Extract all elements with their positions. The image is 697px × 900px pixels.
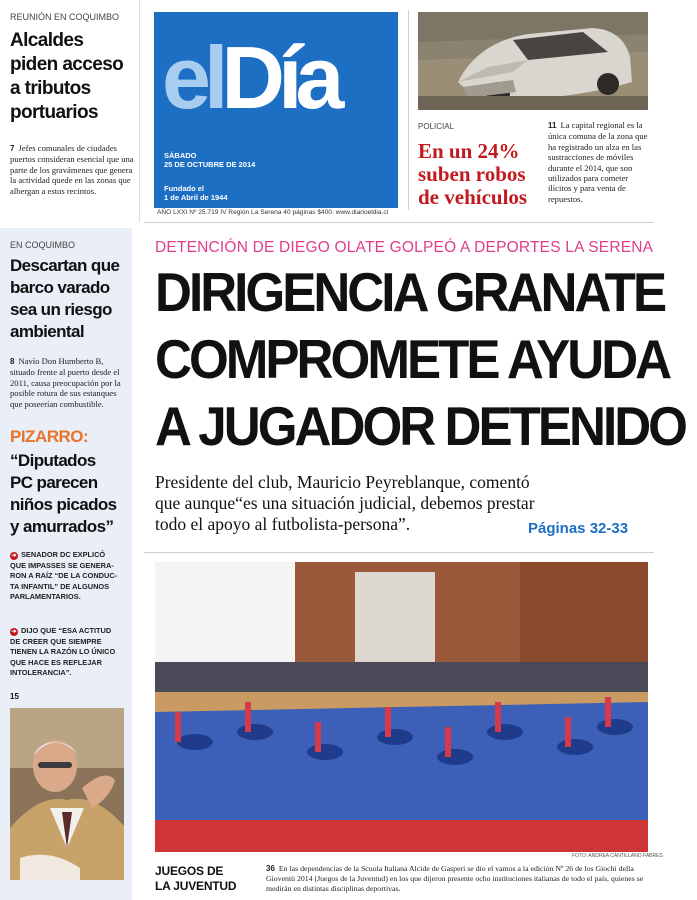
story-headline[interactable]: JUEGOS DE LA JUVENTUD <box>155 864 237 893</box>
story-alcaldes[interactable] <box>0 0 140 222</box>
burned-car-photo[interactable] <box>418 12 648 110</box>
lead-deck: Presidente del club, Mauricio Peyreblanque, comentó que aunque“es una situación judicial, debemos prestar todo el apoyo al futbolista-persona”. <box>155 472 535 534</box>
bullet-point: ➔ SENADOR DC EXPLICÓ QUE IMPASSES SE GENERA- RON A RAÍZ “DE LA CONDUC- TA INFANTIL” DE ALGUNOS PARLAMENTARIOS. <box>10 550 118 602</box>
story-headline[interactable]: En un 24% suben robos de vehículos <box>418 139 528 209</box>
page-number: 11 <box>548 121 557 130</box>
story-headline[interactable]: Alcaldes piden acceso a tributos portuarios <box>10 30 124 123</box>
politician-portrait-photo[interactable] <box>10 708 124 880</box>
lead-headline-line[interactable]: DIRIGENCIA GRANATE <box>155 261 665 323</box>
story-headline[interactable]: Descartan que barco varado sea un riesgo ambiental <box>10 256 120 341</box>
story-body: 7 Jefes comunales de ciudades puertos consideran esencial que una parte de los gravámenes que genera la actividad quede en las zonas que albergan a estos recintos. <box>10 143 134 196</box>
lead-headline-line[interactable]: COMPROMETE AYUDA <box>155 328 670 390</box>
page-number: 8 <box>10 357 15 366</box>
edition-date: SÁBADO 25 DE OCTUBRE DE 2014 <box>164 151 256 169</box>
page-number: 15 <box>10 692 19 701</box>
quote-headline[interactable]: “Diputados PC parecen niños picados y amurrados” <box>10 451 117 536</box>
gymnastics-image <box>155 562 648 852</box>
story-body: 36 En las dependencias de la Scuola Italiana Alcide de Gasperi se dio el vamos a la edición Nº 26 de los Giochi della Gioventù 2014 (Juegos de la Juventud) en los que dijeron presente ocho instituciones italianas de todo el país, quienes se medirán en distintas disciplinas deportivas. <box>266 864 644 893</box>
newspaper-logo[interactable]: elDía <box>162 28 338 127</box>
story-kicker: EN COQUIMBO <box>10 240 76 250</box>
left-column <box>0 228 132 900</box>
founded-date: Fundado el 1 de Abril de 1944 <box>164 184 228 202</box>
car-photo-image <box>418 12 648 110</box>
arrow-bullet-icon: ➔ <box>11 629 17 635</box>
gymnastics-photo[interactable] <box>155 562 648 852</box>
lead-pages-link[interactable]: Páginas 32-33 <box>528 520 629 537</box>
masthead[interactable] <box>154 12 398 208</box>
story-kicker: POLICIAL <box>418 122 455 131</box>
lead-headline-line[interactable]: A JUGADOR DETENIDO <box>155 395 685 457</box>
photo-credit: FOTO: ANDREA CANTILLANO FABRES <box>572 853 663 859</box>
divider <box>144 222 654 223</box>
story-body: 8 Navío Don Humberto B, situado frente al puerto desde el 2011, causa preocupación por la posible rotura de sus estanques que poseerían combustible. <box>10 356 121 409</box>
page-number: 7 <box>10 144 15 153</box>
lead-kicker: DETENCIÓN DE DIEGO OLATE GOLPEÓ A DEPORTES LA SERENA <box>155 239 654 256</box>
story-body: 11 La capital regional es la única comuna de la zona que ha registrado un alza en las sustracciones de móviles durante el 2014, que son utilizados para cometer ilícitos y para venta de repuestos. <box>548 120 648 204</box>
arrow-bullet-icon: ➔ <box>11 553 17 559</box>
divider <box>144 552 654 553</box>
story-kicker: REUNIÓN EN COQUIMBO <box>10 12 120 22</box>
page-number: 36 <box>266 864 275 873</box>
quote-speaker: PIZARRO: <box>10 427 89 446</box>
divider <box>408 10 409 210</box>
bullet-point: ➔ DIJO QUE “ESA ACTITUD DE CREER QUE SIEMPRE TIENEN LA RAZÓN LO ÚNICO QUE HACE ES REFLEJAR INTOLERANCIA”. <box>10 626 116 678</box>
portrait-image <box>10 708 124 880</box>
edition-info: AÑO LXXI Nº 25.719 IV Región La Serena 40 páginas $400. www.diarioeldia.cl <box>157 209 389 216</box>
